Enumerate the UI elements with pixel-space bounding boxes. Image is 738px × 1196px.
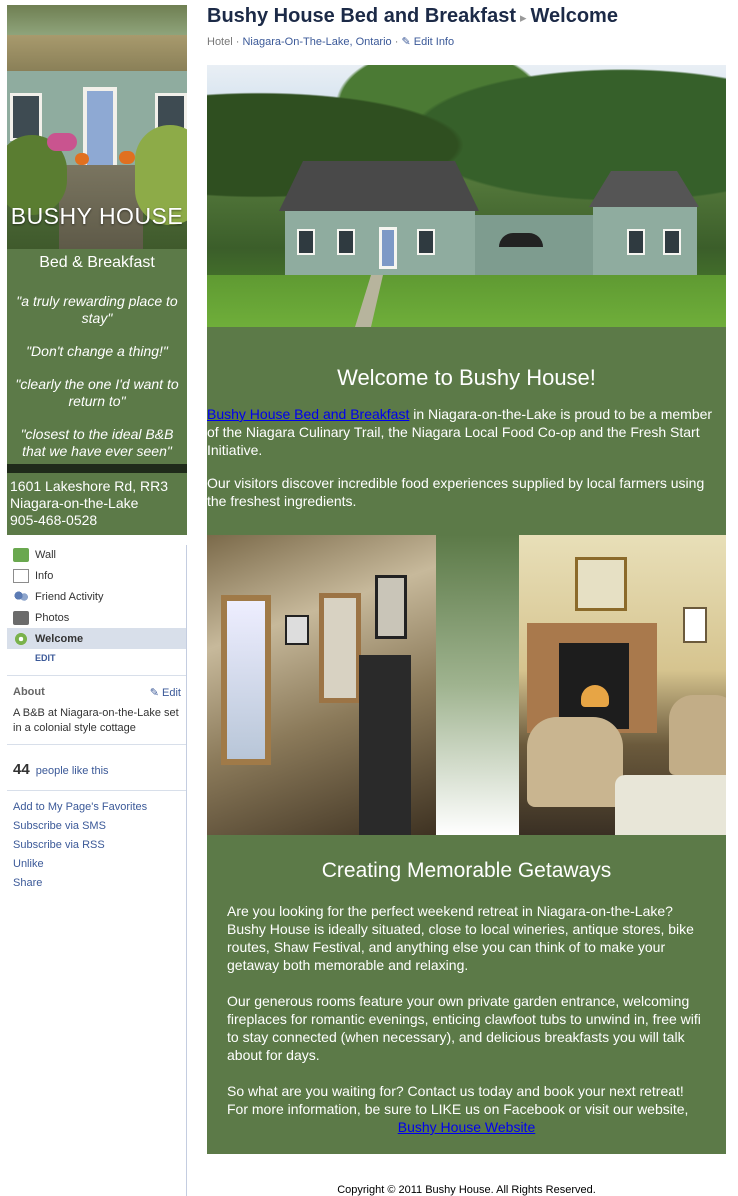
- page-meta: Hotel · Niagara-On-The-Lake, Ontario · ✎ Edit Info: [207, 36, 455, 48]
- info-icon: [13, 569, 29, 583]
- interior-photos: [207, 535, 726, 835]
- testimonial-quote: "Don't change a thing!": [26, 343, 168, 359]
- contact-address: [7, 473, 187, 535]
- food-paragraph: Our visitors discover incredible food experiences supplied by local farmers using the freshest ingredients.: [207, 475, 705, 509]
- welcome-tab-content: [207, 65, 726, 1154]
- page-actions: [7, 791, 187, 906]
- about-box: [7, 676, 187, 744]
- likes-count: 44: [13, 761, 30, 778]
- getaways-heading: Creating Memorable Getaways: [321, 859, 612, 882]
- page-nav: [7, 544, 187, 667]
- testimonial-quote: "a truly rewarding place to stay": [16, 293, 178, 326]
- pencil-icon: ✎: [149, 687, 163, 699]
- edit-info-link[interactable]: ✎ Edit Info: [401, 36, 455, 48]
- wall-icon: [13, 548, 29, 562]
- welcome-heading: Welcome to Bushy House!: [337, 365, 596, 390]
- likes-count-box: [7, 745, 187, 790]
- sidebar-item-wall[interactable]: [7, 544, 187, 565]
- main-content: [207, 5, 727, 1154]
- page-name-link[interactable]: Bushy House Bed and Breakfast: [207, 5, 516, 27]
- sidebar-item-label: Photos: [35, 611, 70, 624]
- unlike-link[interactable]: Unlike: [13, 858, 44, 870]
- likes-link[interactable]: people like this: [35, 765, 109, 777]
- sidebar-item-label: Welcome: [35, 632, 84, 645]
- profile-title: BUSHY HOUSE: [10, 203, 184, 229]
- phone-number: 905-468-0528: [10, 512, 98, 528]
- add-to-favorites-link[interactable]: Add to My Page's Favorites: [13, 801, 148, 813]
- subscribe-sms-link[interactable]: Subscribe via SMS: [13, 820, 106, 832]
- page-title: [207, 5, 727, 33]
- testimonials-panel: [7, 249, 187, 535]
- website-link[interactable]: Bushy House Website: [397, 1119, 536, 1135]
- testimonial-quote: "clearly the one I'd want to return to": [15, 376, 179, 409]
- friends-icon: [13, 590, 29, 604]
- welcome-gear-icon: [13, 632, 29, 646]
- share-link[interactable]: Share: [13, 877, 43, 889]
- sidebar-item-friend-activity[interactable]: [7, 586, 187, 607]
- pencil-icon: ✎: [401, 36, 414, 48]
- sidebar-item-photos[interactable]: [7, 607, 187, 628]
- subscribe-rss-link[interactable]: Subscribe via RSS: [13, 839, 105, 851]
- sidebar-item-label: Friend Activity: [35, 590, 104, 603]
- room-photo-right: [519, 535, 726, 835]
- location-link[interactable]: Niagara-On-The-Lake, Ontario: [242, 36, 392, 48]
- rooms-paragraph: Our generous rooms feature your own private garden entrance, welcoming fireplaces for romantic evenings, enticing clawfoot tubs to unwind in, free wifi to stay connected (when necessary), and delicious breakfasts you will talk about for days.: [227, 993, 701, 1063]
- left-sidebar: [7, 5, 187, 906]
- column-divider: [186, 545, 187, 1196]
- getaways-paragraph: Are you looking for the perfect weekend retreat in Niagara-on-the-Lake? Bushy House is ideally situated, close to local wineries, antique stores, bike routes, Shaw Festival, and anything else you can think of to make your getaway both memorable and relaxing.: [227, 903, 694, 973]
- about-text: A B&B at Niagara-on-the-Lake set in a colonial style cottage: [13, 707, 179, 734]
- profile-picture[interactable]: [7, 5, 187, 249]
- address-line: 1601 Lakeshore Rd, RR3: [10, 478, 168, 494]
- page-category: Hotel: [207, 36, 233, 48]
- sidebar-item-label: Wall: [35, 548, 56, 561]
- sidebar-item-info[interactable]: [7, 565, 187, 586]
- house-exterior-image: [207, 65, 726, 327]
- photos-icon: [13, 611, 29, 625]
- address-city: Niagara-on-the-Lake: [10, 495, 139, 511]
- getaways-text: [207, 902, 726, 1154]
- about-edit-link[interactable]: ✎ Edit: [149, 687, 181, 699]
- breadcrumb-arrow-icon: ▸: [519, 10, 527, 25]
- intro-paragraph: Bushy House Bed and Breakfast in Niagara-on-the-Lake is proud to be a member of the Niagara Culinary Trail, the Niagara Local Food Co-op and the Fresh Start Initiative.: [207, 406, 713, 458]
- bushy-house-link[interactable]: Bushy House Bed and Breakfast: [207, 406, 410, 422]
- profile-subtitle: Bed & Breakfast: [39, 254, 155, 271]
- copyright-notice: Copyright © 2011 Bushy House. All Rights Reserved.: [337, 1184, 596, 1196]
- tab-title: Welcome: [530, 5, 618, 27]
- room-photo-left: [207, 535, 436, 835]
- sidebar-item-label: Info: [35, 569, 54, 582]
- contact-paragraph: So what are you waiting for? Contact us today and book your next retreat! For more information, be sure to LIKE us on Facebook or visit our website,: [227, 1083, 689, 1117]
- testimonial-quote: "closest to the ideal B&B that we have ever seen": [20, 426, 174, 459]
- sidebar-item-welcome[interactable]: [7, 628, 187, 649]
- divider-bar: [7, 464, 187, 473]
- edit-tabs-link[interactable]: EDIT: [35, 653, 56, 663]
- about-heading: About: [13, 686, 45, 698]
